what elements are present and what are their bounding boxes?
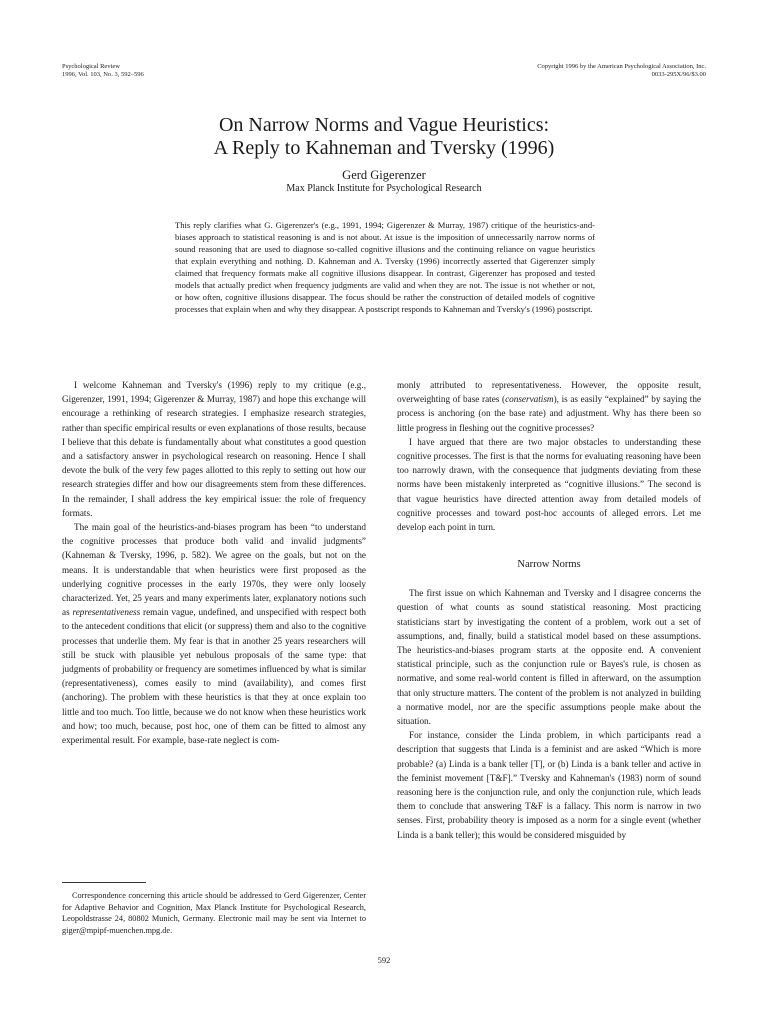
title-line-1: On Narrow Norms and Vague Heuristics: (218, 114, 550, 136)
right-column (397, 378, 701, 842)
paragraph: The first issue on which Kahneman and Tversky and I disagree concerns the question of what counts as sound statistical reasoning. Most practicing statisticians start by investigating the content of a problem, work out a set of assumptions, and, finally, build a statistical model based on these assumptions. The heuristics-and-biases program starts at the opposite end. A convenient statistical principle, such as the conjunction rule or Bayes's rule, is chosen as normative, and some real-world content is filled in afterward, on the assumption that only structure matters. The content of the problem is not analyzed in building a normative model, nor are the specific assumptions people make about the situation. (397, 588, 701, 727)
left-column (62, 378, 366, 747)
text-run: The main goal of the heuristics-and-biases program has been “to understand the cognitive processes that produce both valid and invalid judgments” (Kahneman & Tversky, 1996, p. 582). We agree on the goals, but not on the means. It is understandable that when heuristics were first proposed as the underlying cognitive processes in the early 1970s, they were only loosely characterized. Yet, 25 years and many experiments later, explanatory notions such as (62, 522, 366, 618)
volume-line: 1996, Vol. 103, No. 3, 592–596 (62, 71, 144, 78)
journal-name: Psychological Review (62, 63, 120, 70)
paragraph: For instance, consider the Linda problem, in which participants read a description that suggests that Linda is a feminist and are asked “Which is more probable? (a) Linda is a bank teller [T], or (b) Linda is a bank teller and active in the feminist movement [T&F].” Tversky and Kahneman's (1983) norm of sound reasoning here is the conjunction rule, and only the conjunction rule, which leads them to conclude that answering T&F is a fallacy. This norm is narrow in two senses. First, probability theory is imposed as a norm for a single event (whether Linda is a bank teller); this would be considered misguided by (397, 730, 701, 840)
copyright-line: Copyright 1996 by the American Psychological Association, Inc. (537, 63, 706, 70)
title-line-2: A Reply to Kahneman and Tversky (1996) (213, 137, 555, 159)
emphasis-text: representativeness (72, 607, 141, 618)
copyright-header (537, 63, 706, 79)
section-heading: Narrow Norms (517, 559, 581, 571)
paragraph (397, 378, 701, 435)
page-number: 592 (377, 955, 391, 965)
text-run: monly attributed to representativeness. However, the opposite result, overweighting of base rates ( (397, 380, 701, 405)
emphasis-text: conservatism (505, 394, 554, 405)
paragraph: I have argued that there are two major obstacles to understanding these cognitive processes. The first is that the norms for evaluating reasoning have been too narrowly drawn, with the consequence that judgments deviating from these norms have been mistakenly interpreted as “cognitive illusions.” The second is that vague heuristics have directed attention away from detailed models of cognitive processes and toward post-hoc accounts of alleged errors. Let me develop each point in turn. (397, 436, 701, 533)
author-affiliation: Max Planck Institute for Psychological Research (286, 183, 482, 194)
paragraph: I welcome Kahneman and Tversky's (1996) reply to my critique (e.g., Gigerenzer, 1991, 1994; Gigerenzer & Murray, 1987) and hope this exchange will encourage a rethinking of research strategies. I emphasize research strategies, rather than specific empirical results or even explanations of those results, because I believe that this debate is fundamentally about what constitutes a good question and a satisfactory answer in psychological research on reasoning. Hence I shall devote the bulk of the very few pages allotted to this reply to setting out how our research strategies differ and how our disagreements stem from these differences. In the remainder, I shall address the key empirical issue: the role of frequency formats. (62, 380, 366, 518)
text-run: ), is as easily “explained” by saying the process is anchoring (on the base rate) and adjustment. Why has there been so little progress in fleshing out the cognitive processes? (397, 394, 701, 433)
author-name: Gerd Gigerenzer (342, 168, 426, 182)
abstract: This reply clarifies what G. Gigerenzer's (e.g., 1991, 1994; Gigerenzer & Murray, 1987) critique of the heuristics-and-biases approach to statistical reasoning is and is not about. At issue is the imposition of unnecessarily narrow norms of sound reasoning that are used to diagnose so-called cognitive illusions and the continuing reliance on vague heuristics that explain everything and nothing. D. Kahneman and A. Tversky (1996) incorrectly asserted that Gigerenzer simply claimed that frequency formats make all cognitive illusions disappear. In contrast, Gigerenzer has proposed and tested models that actually predict when frequency judgments are valid and when they are not. The issue is not whether or not, or how often, cognitive illusions disappear. The focus should be rather the construction of detailed models of cognitive processes that explain when and why they disappear. A postscript responds to Kahneman and Tversky's (1996) postscript. (175, 220, 595, 314)
journal-header (62, 63, 144, 79)
issn-code: 0033-295X/96/$3.00 (651, 71, 706, 78)
correspondence-footnote: Correspondence concerning this article should be addressed to Gerd Gigerenzer, Center for Adaptive Behavior and Cognition, Max Planck Institute for Psychological Research, Leopoldstrasse 24, 80802 Munich, Germany. Electronic mail may be sent via Internet to giger@mpipf-muenchen.mpg.de. (62, 891, 366, 935)
paragraph (62, 520, 366, 747)
article-title (0, 114, 768, 160)
footnote-divider (62, 882, 146, 883)
text-run: remain vague, undefined, and unspecified with respect both to the antecedent conditions that elicit (or suppress) them and also to the cognitive processes that underlie them. My fear is that in another 25 years researchers will still be stuck with plausible yet nebulous proposals of the same type: that judgments of probability or frequency are sometimes influenced by what is similar (representativeness), comes easily to mind (availability), and comes first (anchoring). The problem with these heuristics is that they at once explain too little and too much. Too little, because we do not know when these heuristics work and how; too much, because, post hoc, one of them can be fitted to almost any experimental result. For example, base-rate neglect is com- (62, 607, 366, 746)
